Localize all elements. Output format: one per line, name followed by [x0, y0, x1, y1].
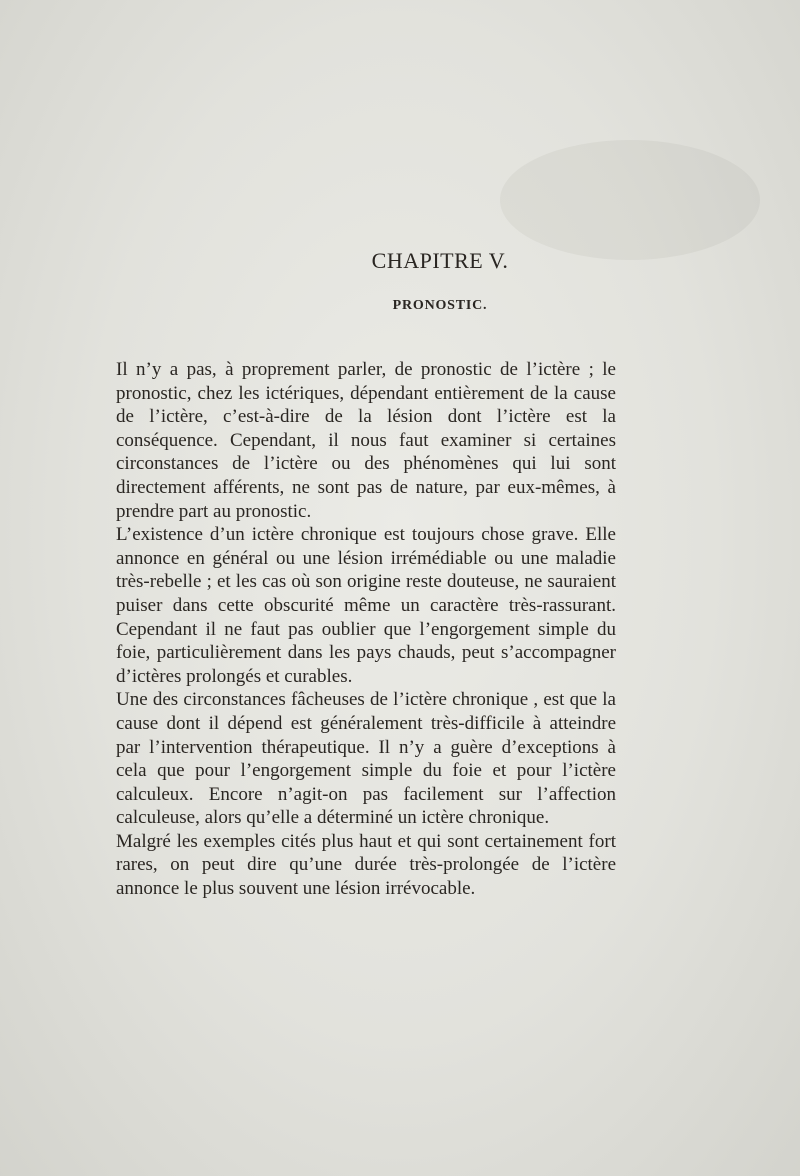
paragraph-2: L’existence d’un ictère chronique est toujours chose grave. Elle annonce en général ou une lésion irrémédiable ou une maladie très-rebelle ; et les cas où son origine reste douteuse, ne sauraient puiser dans cette obscurité même un caractère très-rassurant. Cependant il ne faut pas oublier que l’engorgement simple du foie, particulièrement dans les pays chauds, peut s’accompagner d’ictères prolongés et curables.	[116, 524, 616, 687]
body-text	[116, 358, 616, 901]
chapter-title: CHAPITRE V.	[371, 248, 509, 273]
section-title: PRONOSTIC.	[392, 298, 488, 313]
paragraph-1: Il n’y a pas, à proprement parler, de pronostic de l’ictère ; le pronostic, chez les ictériques, dépendant entièrement de la cause de l’ictère, c’est-à-dire de la lésion dont l’ictère est la conséquence. Cependant, il nous faut examiner si certaines circonstances de l’ictère ou des phénomènes qui lui sont directement afférents, ne sont pas de nature, par eux-mêmes, à prendre part au pronostic.	[116, 359, 616, 522]
paragraph-3: Une des circonstances fâcheuses de l’ictère chronique , est que la cause dont il dépend est généralement très-difficile à atteindre par l’intervention thérapeutique. Il n’y a guère d’exceptions à cela que pour l’engorgement simple du foie et pour l’ictère calculeux. Encore n’agit-on pas facilement sur l’affection calculeuse, alors qu’elle a déterminé un ictère chronique.	[116, 689, 616, 829]
paragraph-4: Malgré les exemples cités plus haut et qui sont certainement fort rares, on peut dire qu’une durée très-prolongée de l’ictère annonce le plus souvent une lésion irrévocable.	[116, 830, 616, 900]
paper-stain	[500, 140, 760, 260]
